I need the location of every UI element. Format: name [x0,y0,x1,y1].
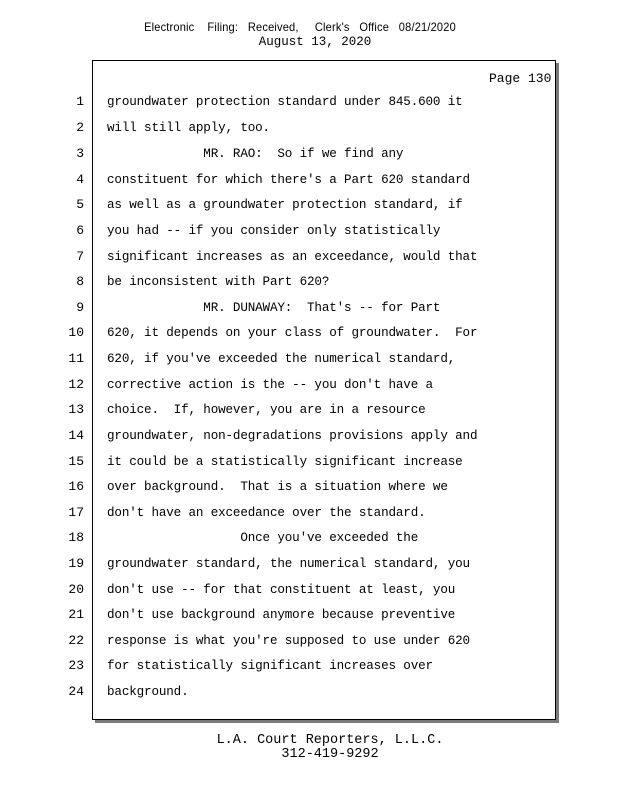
reporter-phone: 312-419-9292 [281,747,379,762]
transcript-line: 620, it depends on your class of groundwater. For [107,326,478,340]
line-number: 5 [76,197,84,212]
transcript-line: will still apply, too. [107,121,270,135]
transcript-line: don't use background anymore because preventive [107,608,456,622]
line-number: 22 [68,633,84,648]
transcript-line: corrective action is the -- you don't have a [107,378,433,392]
transcript-line: background. [107,685,189,699]
line-number: 6 [76,223,84,238]
page-number: Page 130 [489,71,552,86]
transcript-line: it could be a statistically significant increase [107,455,463,469]
line-number: 9 [76,300,84,315]
line-number: 11 [68,351,84,366]
line-number: 12 [68,377,84,392]
transcript-line: constituent for which there's a Part 620 standard [107,173,470,187]
line-number: 20 [68,582,84,597]
transcript-line: choice. If, however, you are in a resource [107,403,426,417]
line-number: 13 [68,402,84,417]
line-number: 3 [76,146,84,161]
line-number: 17 [68,505,84,520]
line-number: 18 [68,530,84,545]
transcript-line: MR. DUNAWAY: That's -- for Part [107,301,441,315]
line-number: 16 [68,479,84,494]
transcript-line: significant increases as an exceedance, would that [107,250,478,264]
line-number: 7 [76,249,84,264]
line-number: 19 [68,556,84,571]
line-number: 21 [68,607,84,622]
transcript-line: MR. RAO: So if we find any [107,147,404,161]
transcript-line: groundwater, non-degradations provisions apply and [107,429,478,443]
line-number: 14 [68,428,84,443]
hearing-date: August 13, 2020 [258,35,372,49]
transcript-line: 620, if you've exceeded the numerical standard, [107,352,456,366]
transcript-line: for statistically significant increases over [107,659,433,673]
transcript-line: groundwater standard, the numerical standard, you [107,557,470,571]
line-number: 8 [76,274,84,289]
transcript-line: over background. That is a situation where we [107,480,448,494]
transcript-line: you had -- if you consider only statistically [107,224,441,238]
line-number: 15 [68,454,84,469]
filing-stamp: Electronic Filing: Received, Clerk's Office 08/21/2020 [144,20,456,34]
line-number: 2 [76,120,84,135]
transcript-line: groundwater protection standard under 845.600 it [107,95,463,109]
transcript-line: don't use -- for that constituent at least, you [107,583,456,597]
transcript-line: as well as a groundwater protection standard, if [107,198,463,212]
transcript-line: response is what you're supposed to use under 620 [107,634,470,648]
line-number: 23 [68,658,84,673]
line-number: 4 [76,172,84,187]
line-number: 24 [68,684,84,699]
line-number: 10 [68,325,84,340]
reporter-company: L.A. Court Reporters, L.L.C. [216,733,444,748]
transcript-line: don't have an exceedance over the standard. [107,506,426,520]
transcript-line: Once you've exceeded the [107,531,419,545]
transcript-line: be inconsistent with Part 620? [107,275,330,289]
line-number: 1 [76,94,84,109]
